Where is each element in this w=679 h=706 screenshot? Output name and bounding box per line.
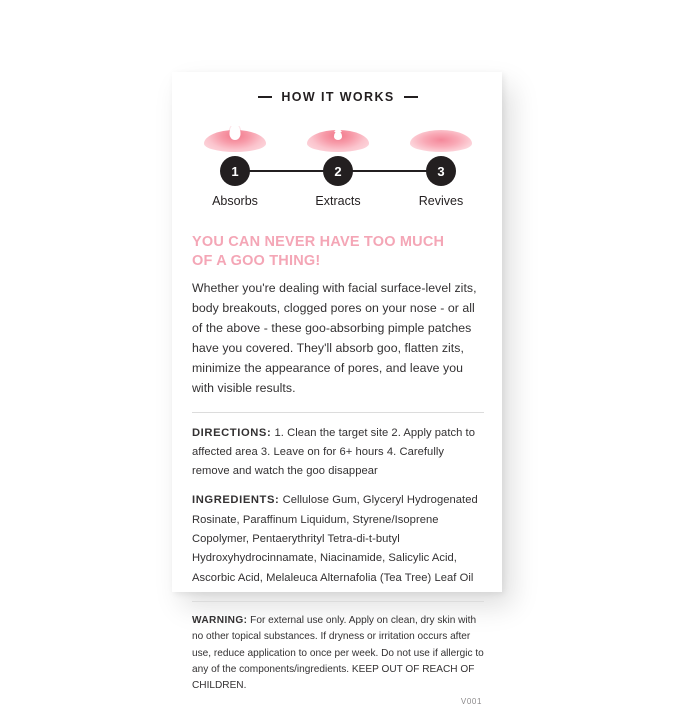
- steps-diagram: [192, 114, 484, 219]
- product-packaging-card: [178, 74, 496, 706]
- rule-right-icon: [404, 96, 418, 98]
- warning-block: [192, 613, 484, 695]
- warning-text: For external use only. Apply on clean, dry skin with no other topical substances. If dryness or irritation occurs after use, reduce application to once per week. Do not use if allergic to any of the components/ingredients. KEEP OUT OF REACH OF CHILDREN.: [192, 614, 484, 692]
- how-it-works-title: HOW IT WORKS: [281, 90, 395, 104]
- step-labels: [192, 194, 484, 208]
- headline: [192, 233, 484, 271]
- directions-block: [192, 424, 484, 482]
- divider-2: [192, 601, 484, 602]
- headline-line-1: YOU CAN NEVER HAVE TOO MUCH: [192, 234, 445, 250]
- ingredients-text: Cellulose Gum, Glyceryl Hydrogenated Rosinate, Paraffinum Liquidum, Styrene/Isoprene Copolymer, Pentaerythrityl Tetra-di-t-butyl Hydroxyhydrocinnamate, Niacinamide, Salicylic Acid, Ascorbic Acid, Melaleuca Alternafolia (Tea Tree) Leaf Oil: [192, 494, 478, 584]
- step-illustration-revives: [410, 116, 472, 152]
- steps-illustrations: [192, 114, 484, 152]
- product-description: Whether you're dealing with facial surface-level zits, body breakouts, clogged pores on your nose - or all of the above - these goo-absorbing pimple patches have you covered. They'll absorb goo, flatten zits, minimize the appearance of pores, and leave you with visible results.: [192, 281, 477, 395]
- version-code: V001: [460, 696, 482, 706]
- ingredients-label: INGREDIENTS:: [192, 494, 280, 507]
- directions-text: 1. Clean the target site 2. Apply patch to affected area 3. Leave on for 6+ hours 4. Carefully remove and watch the goo disappear: [192, 426, 475, 478]
- step-label-3: Revives: [418, 194, 464, 208]
- step-number-2: 2: [323, 156, 353, 186]
- step-illustration-absorbs: [204, 116, 266, 152]
- skin-healed-icon: [410, 130, 472, 152]
- rule-left-icon: [258, 96, 272, 98]
- ingredients-block: [192, 491, 484, 587]
- warning-label: WARNING:: [192, 614, 248, 626]
- step-number-3: 3: [426, 156, 456, 186]
- directions-label: DIRECTIONS:: [192, 426, 272, 439]
- step-label-1: Absorbs: [212, 194, 258, 208]
- step-bullets: [192, 156, 484, 186]
- goo-drop-small-icon: [334, 131, 342, 140]
- step-number-1: 1: [220, 156, 250, 186]
- step-illustration-extracts: [307, 116, 369, 152]
- divider-1: [192, 412, 484, 413]
- how-it-works-header: [192, 90, 484, 104]
- step-label-2: Extracts: [315, 194, 361, 208]
- card-inner-content: [192, 82, 484, 706]
- headline-line-2: OF A GOO THING!: [192, 253, 321, 270]
- goo-drop-icon: [230, 124, 241, 140]
